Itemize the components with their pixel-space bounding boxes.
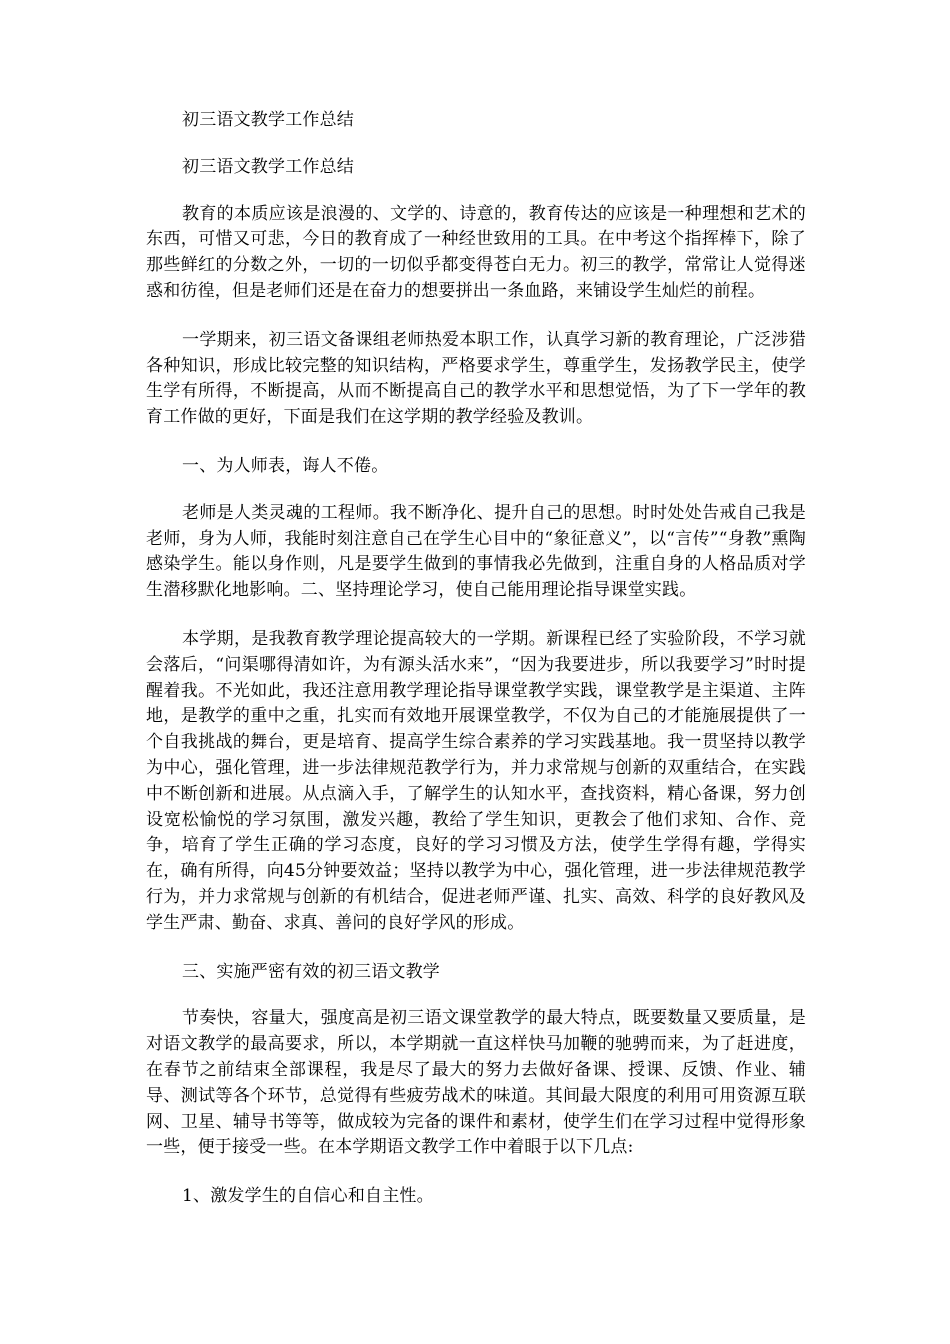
document-subtitle: 初三语文教学工作总结 [182, 156, 354, 177]
paragraph-role-model: 老师是人类灵魂的工程师。我不断净化、提升自己的思想。时时处处告戒自己我是老师，身为人师，我能时刻注意自己在学生心目中的“象征意义”，以“言传”“身教”熏陶感染学生。能以身作则，凡是要学生做到的事情我必先做到，注重自身的人格品质对学生潜移默化地影响。二、坚持理论学习，使自己能用理论指导课堂实践。 [146, 502, 806, 601]
paragraph-intro: 教育的本质应该是浪漫的、文学的、诗意的，教育传达的应该是一种理想和艺术的东西，可惜又可悲，今日的教育成了一种经世致用的工具。在中考这个指挥棒下，除了那些鲜红的分数之外，一切的一切似乎都变得苍白无力。初三的教学，常常让人觉得迷惑和彷徨，但是老师们还是在奋力的想要拼出一条血路，来铺设学生灿烂的前程。 [146, 203, 806, 301]
paragraph-theory-study: 本学期，是我教育教学理论提高较大的一学期。新课程已经了实验阶段，不学习就会落后，“问渠哪得清如许，为有源头活水来”，“因为我要进步，所以我要学习”时时提醒着我。不光如此，我还注意用教学理论指导课堂教学实践，课堂教学是主渠道、主阵地，是教学的重中之重，扎实而有效地开展课堂教学，不仅为自己的才能施展提供了一个自我挑战的舞台，更是培育、提高学生综合素养的学习实践基地。我一贯坚持以教学为中心，强化管理，进一步法律规范教学行为，并力求常规与创新的双重结合，在实践中不断创新和进展。从点滴入手，了解学生的认知水平，查找资料，精心备课，努力创设宽松愉悦的学习氛围，激发兴趣，教给了学生知识，更教会了他们求知、合作、竞争，培育了学生正确的学习态度，良好的学习习惯及方法，使学生学得有趣，学得实在，确有所得，向45分钟要效益；坚持以教学为中心，强化管理，进一步法律规范教学行为，并力求常规与创新的有机结合，促进老师严谨、扎实、高效、科学的良好教风及学生严肃、勤奋、求真、善问的良好学风的形成。 [146, 628, 806, 933]
document-body [146, 108, 806, 1231]
paragraph-overview: 一学期来，初三语文备课组老师热爱本职工作，认真学习新的教育理论，广泛涉猎各种知识，形成比较完整的知识结构，严格要求学生，尊重学生，发扬教学民主，使学生学有所得，不断提高，从而不断提高自己的教学水平和思想觉悟，为了下一学年的教育工作做的更好，下面是我们在这学期的教学经验及教训。 [146, 329, 806, 428]
document-title: 初三语文教学工作总结 [182, 110, 354, 130]
section-heading-1: 一、为人师表，诲人不倦。 [182, 455, 389, 476]
section-heading-3: 三、实施严密有效的初三语文教学 [182, 961, 440, 982]
subsection-heading-1: 1、激发学生的自信心和自主性。 [182, 1186, 434, 1207]
paragraph-teaching-practice: 节奏快，容量大，强度高是初三语文课堂教学的最大特点，既要数量又要质量，是对语文教学的最高要求，所以，本学期就一直这样快马加鞭的驰骋而来，为了赶进度，在春节之前结束全部课程，我是尽了最大的努力去做好备课、授课、反馈、作业、辅导、测试等各个环节，总觉得有些疲劳战术的味道。其间最大限度的利用可用资源互联网、卫星、辅导书等等，做成较为完备的课件和素材，使学生们在学习过程中觉得形象一些，便于接受一些。在本学期语文教学工作中着眼于以下几点: [146, 1008, 806, 1158]
